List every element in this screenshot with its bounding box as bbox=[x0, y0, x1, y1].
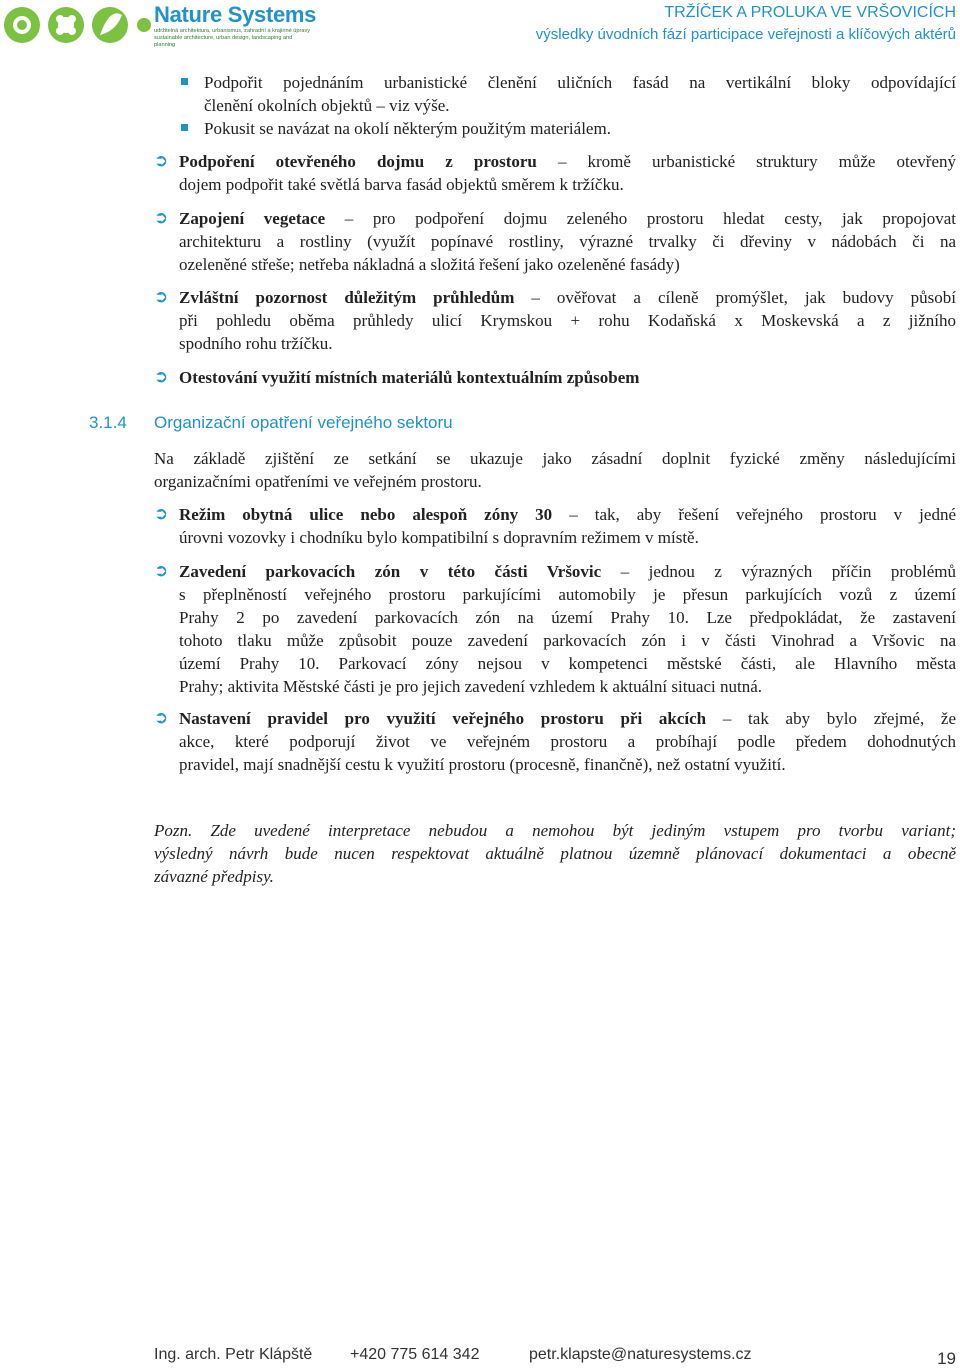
item-text: Prahy 2 po zavedení parkovacích zón na území Prahy 10. Lze předpokládat, že zastavení bbox=[179, 608, 956, 627]
bullet-text: Podpořit pojednáním urbanistické členění uličních fasád na vertikální bloky odpovídající bbox=[204, 73, 956, 92]
item-text: – kromě urbanistické struktury může otevřený bbox=[536, 152, 957, 171]
list-item bbox=[179, 707, 956, 730]
document-title bbox=[536, 2, 956, 46]
item-heading: Nastavení pravidel pro využití veřejného prostoru při akcích bbox=[179, 709, 707, 728]
brand-tagline bbox=[154, 28, 314, 49]
item-text: architekturu a rostliny (využít popínavé rostliny, výrazné trvalky či dřeviny v nádobách či na bbox=[179, 232, 956, 251]
item-heading: Zvláštní pozornost důležitým průhledům bbox=[179, 288, 515, 307]
item-text: úrovni vozovky i chodníku bylo kompatibilní s dopravním režimem v místě. bbox=[179, 528, 699, 547]
item-text: při pohledu oběma průhledy ulicí Krymskou + rohu Kodaňská x Moskevská a z jižního bbox=[179, 311, 956, 330]
note: závazné předpisy. bbox=[154, 867, 274, 886]
item-text: s přeplněností veřejného prostoru parkujícími automobily je přesun parkujících vozů z území bbox=[179, 585, 956, 604]
item-heading: Zavedení parkovacích zón v této části Vršovic bbox=[179, 562, 602, 581]
brand bbox=[154, 2, 316, 49]
page-number: 19 bbox=[937, 1349, 956, 1368]
footer-phone: +420 775 614 342 bbox=[350, 1346, 480, 1363]
brand-tagline-en: sustainable architecture, urban design, landscaping and planning bbox=[154, 35, 293, 48]
page-header bbox=[0, 0, 960, 52]
section-number: 3.1.4 bbox=[89, 413, 127, 432]
item-heading: Otestování využití místních materiálů kontextuálním způsobem bbox=[179, 368, 640, 387]
section-intro: organizačními opatřeními ve veřejném prostoru. bbox=[154, 472, 482, 491]
item-text: spodního rohu tržíčku. bbox=[179, 334, 333, 353]
item-heading: Podpoření otevřeného dojmu z prostoru bbox=[179, 152, 537, 171]
arrow-bullet-icon: ➲ bbox=[154, 287, 169, 307]
list-item bbox=[179, 503, 956, 526]
item-heading: Zapojení vegetace bbox=[179, 209, 326, 228]
list-item bbox=[179, 286, 956, 309]
bullet-text: členění okolních objektů – viz výše. bbox=[204, 96, 450, 115]
section-intro: Na základě zjištění ze setkání se ukazuje jako zásadní doplnit fyzické změny následujícími bbox=[154, 449, 956, 468]
brand-name: Nature Systems bbox=[154, 2, 317, 27]
item-text: území Prahy 10. Parkovací zóny nejsou v kompetenci městské části, ale Hlavního města bbox=[179, 654, 956, 673]
footer-email[interactable]: petr.klapste@naturesystems.cz bbox=[529, 1346, 752, 1363]
brand-tagline-cz: udržitelná architektura, urbanismus, zahradní a krajinné úpravy bbox=[154, 28, 311, 34]
square-bullet-icon bbox=[181, 124, 188, 131]
item-text: tohoto tlaku může způsobit pouze zavedení parkovacích zón i v části Vinohrad a Vršovic na bbox=[179, 631, 956, 650]
square-bullet-icon bbox=[181, 78, 188, 85]
page-footer bbox=[0, 1344, 960, 1368]
arrow-bullet-icon: ➲ bbox=[154, 708, 169, 728]
item-text: ozeleněné střeše; netřeba nákladná a složitá řešení jako ozeleněné fasády) bbox=[179, 255, 680, 274]
note: Pozn. Zde uvedené interpretace nebudou a nemohou být jediným vstupem pro tvorbu variant; bbox=[154, 821, 956, 840]
title-sub: výsledky úvodních fází participace veřejnosti a klíčových aktérů bbox=[535, 26, 956, 43]
list-item bbox=[179, 560, 956, 583]
item-heading: Režim obytná ulice nebo alespoň zóny 30 bbox=[179, 505, 553, 524]
item-text: – pro podpoření dojmu zeleného prostoru hledat cesty, jak propojovat bbox=[325, 209, 957, 228]
arrow-bullet-icon: ➲ bbox=[154, 561, 169, 581]
logo-circles-icon bbox=[0, 2, 152, 48]
item-text: – tak, aby řešení veřejného prostoru v jedné bbox=[552, 505, 956, 524]
arrow-bullet-icon: ➲ bbox=[154, 367, 169, 387]
list-item bbox=[179, 207, 956, 230]
arrow-bullet-icon: ➲ bbox=[154, 208, 169, 228]
item-text: dojem podpořit také světlá barva fasád objektů směrem k tržíčku. bbox=[179, 175, 624, 194]
section-title: Organizační opatření veřejného sektoru bbox=[154, 413, 453, 432]
list-item bbox=[179, 366, 639, 389]
item-text: – jednou z výrazných příčin problémů bbox=[601, 562, 956, 581]
list-item bbox=[179, 150, 956, 173]
arrow-bullet-icon: ➲ bbox=[154, 151, 169, 171]
item-text: – tak aby bylo zřejmé, že bbox=[706, 709, 956, 728]
arrow-bullet-icon: ➲ bbox=[154, 504, 169, 524]
note: výsledný návrh bude nucen respektovat aktuálně platnou územně plánovací dokumentaci a obecně bbox=[154, 844, 956, 863]
item-text: Prahy; aktivita Městské části je pro jejich zavedení vzhledem k aktuální situaci nutná. bbox=[179, 677, 763, 696]
item-text: akce, které podporují život ve veřejném prostoru a probíhají podle předem dohodnutých bbox=[179, 732, 956, 751]
title-main: TRŽÍČEK A PROLUKA VE VRŠOVICÍCH bbox=[664, 4, 956, 21]
footer-author: Ing. arch. Petr Klápště bbox=[154, 1346, 313, 1363]
item-text: – ověřovat a cíleně promýšlet, jak budovy působí bbox=[514, 288, 956, 307]
bullet-text: Pokusit se navázat na okolí některým použitým materiálem. bbox=[204, 119, 611, 138]
item-text: pravidel, mají snadnější cestu k využití prostoru (procesně, finančně), než ostatní využití. bbox=[179, 755, 786, 774]
